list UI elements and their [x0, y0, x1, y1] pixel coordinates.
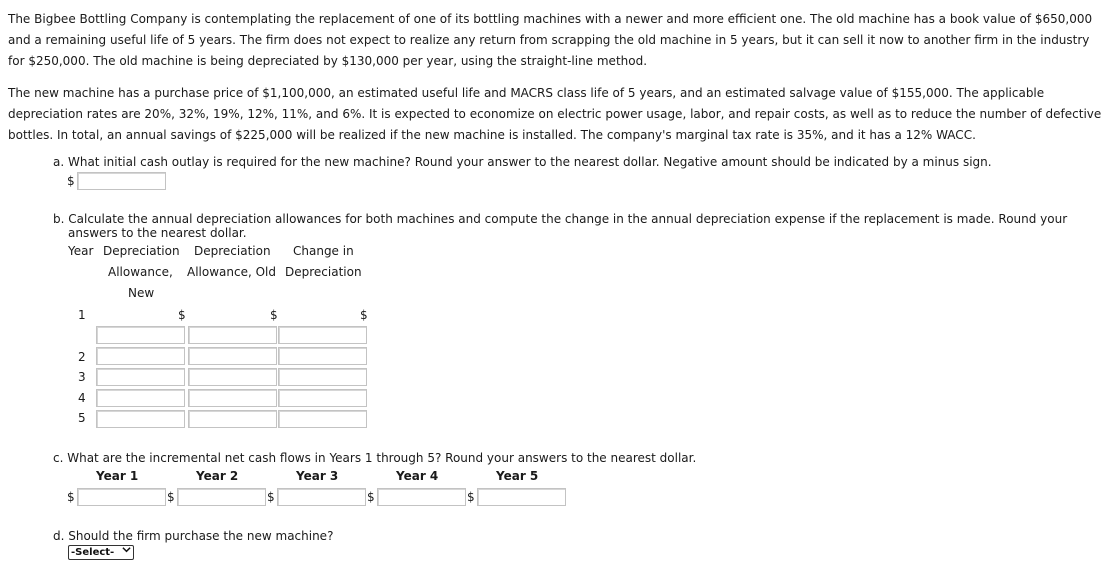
- intro-paragraph-2: The new machine has a purchase price of $1,100,000, an estimated useful life and MACRS class life of 5 years, and an estimated salvage value of $155,000. The applicable depreciation rates are 20%, 32%, 19%, 12%, 11%, and 6%. It is expected to economize on electric power usage, labor, and repair costs, as well as to reduce the number of defective bottles. In total, an annual savings of $225,000 will be realized if the new machine is installed. The company's marginal tax rate is 35%, and it has a 12% WACC.: [8, 86, 1102, 142]
- question-c-text: c. What are the incremental net cash flows in Years 1 through 5? Round your answers to the nearest dollar.: [53, 451, 697, 465]
- cf-y4-input[interactable]: [377, 488, 466, 506]
- year-label-5: 5: [78, 411, 86, 425]
- purchase-decision-select[interactable]: [68, 545, 134, 560]
- header-year: Year: [68, 244, 94, 258]
- question-b-text-line2: answers to the nearest dollar.: [68, 226, 247, 240]
- cf-y3-input[interactable]: [277, 488, 366, 506]
- dep-change-y3-input[interactable]: [278, 368, 367, 386]
- cf-year1-label: Year 1: [96, 469, 139, 483]
- qa-currency: $: [67, 174, 75, 188]
- year-label-4: 4: [78, 391, 86, 405]
- cf-y2-currency: $: [167, 490, 175, 504]
- header-dep-new-l2: Allowance,: [108, 265, 173, 279]
- dep-new-y1-input[interactable]: [96, 326, 185, 344]
- dep-new-currency: $: [178, 308, 186, 322]
- dep-new-y3-input[interactable]: [96, 368, 185, 386]
- dep-new-y4-input[interactable]: [96, 389, 185, 407]
- cf-y5-currency: $: [467, 490, 475, 504]
- dep-change-y2-input[interactable]: [278, 347, 367, 365]
- question-d-text: d. Should the firm purchase the new machine?: [53, 529, 334, 543]
- cf-year4-label: Year 4: [396, 469, 439, 483]
- initial-outlay-input[interactable]: [77, 172, 166, 190]
- header-dep-old-l2: Allowance, Old: [187, 265, 276, 279]
- intro-paragraph-1: The Bigbee Bottling Company is contemplating the replacement of one of its bottling machines with a newer and more efficient one. The old machine has a book value of $650,000 and a remaining useful life of 5 years. The firm does not expect to realize any return from scrapping the old machine in 5 years, but it can sell it now to another firm in the industry for $250,000. The old machine is being depreciated by $130,000 per year, using the straight-line method.: [8, 12, 1093, 68]
- year-label-3: 3: [78, 370, 86, 384]
- dep-change-y5-input[interactable]: [278, 410, 367, 428]
- header-dep-old-l1: Depreciation: [194, 244, 271, 258]
- header-change-l2: Depreciation: [285, 265, 362, 279]
- dep-change-y1-input[interactable]: [278, 326, 367, 344]
- dep-change-y4-input[interactable]: [278, 389, 367, 407]
- cf-y2-input[interactable]: [177, 488, 266, 506]
- cf-y3-currency: $: [267, 490, 275, 504]
- cf-year3-label: Year 3: [296, 469, 339, 483]
- dep-new-y2-input[interactable]: [96, 347, 185, 365]
- dep-old-y2-input[interactable]: [188, 347, 277, 365]
- cf-y4-currency: $: [367, 490, 375, 504]
- cf-year2-label: Year 2: [196, 469, 239, 483]
- dep-old-y3-input[interactable]: [188, 368, 277, 386]
- year-label-1: 1: [78, 308, 86, 322]
- header-change-l1: Change in: [293, 244, 354, 258]
- cf-y5-input[interactable]: [477, 488, 566, 506]
- header-dep-new-l3: New: [128, 286, 155, 300]
- dep-change-currency: $: [360, 308, 368, 322]
- dep-old-y5-input[interactable]: [188, 410, 277, 428]
- dep-old-currency: $: [270, 308, 278, 322]
- question-a-text: a. What initial cash outlay is required for the new machine? Round your answer to the nearest dollar. Negative amount should be indicated by a minus sign.: [53, 155, 992, 169]
- cf-y1-currency: $: [67, 490, 75, 504]
- question-b-text-line1: b. Calculate the annual depreciation allowances for both machines and compute the change in the annual depreciation expense if the replacement is made. Round your: [53, 212, 1068, 226]
- cf-y1-input[interactable]: [77, 488, 166, 506]
- dep-old-y1-input[interactable]: [188, 326, 277, 344]
- header-dep-new-l1: Depreciation: [103, 244, 180, 258]
- cf-year5-label: Year 5: [496, 469, 539, 483]
- year-label-2: 2: [78, 350, 86, 364]
- dep-old-y4-input[interactable]: [188, 389, 277, 407]
- dep-new-y5-input[interactable]: [96, 410, 185, 428]
